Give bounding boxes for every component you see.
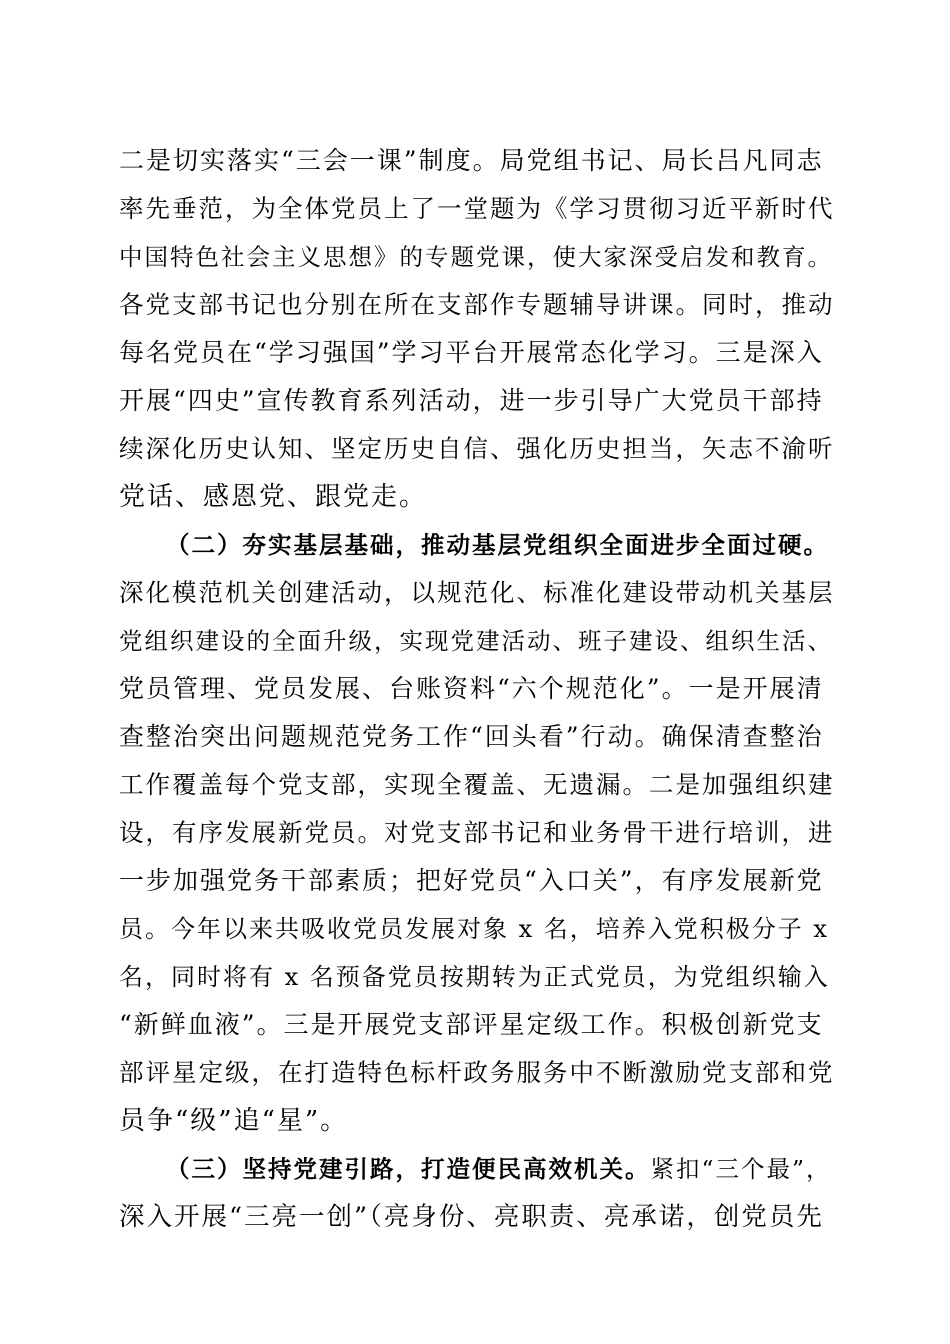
body-line: 设，有序发展新党员。对党支部书记和业务骨干进行培训，进	[119, 818, 835, 847]
body-line: 深化模范机关创建活动，以规范化、标准化建设带动机关基层	[119, 578, 835, 607]
body-text: 紧扣“三个最”，	[650, 1155, 832, 1183]
body-line: 二是切实落实“三会一课”制度。局党组书记、局长吕凡同志	[119, 146, 824, 175]
body-line: 员。今年以来共吸收党员发展对象 x 名，培养入党积极分子 x	[119, 915, 829, 943]
body-line: 党组织建设的全面升级，实现党建活动、班子建设、组织生活、	[119, 627, 833, 655]
section-heading-2: （二）夯实基层基础，推动基层党组织全面进步全面过硬。	[166, 531, 829, 559]
body-line: 员争“级”追“星”。	[119, 1106, 349, 1136]
body-line: “新鲜血液”。三是开展党支部评星定级工作。积极创新党支	[119, 1010, 824, 1039]
body-line: 开展“四史”宣传教育系列活动，进一步引导广大党员干部持	[119, 386, 824, 415]
section-3-first-line	[166, 1151, 836, 1187]
body-line: 续深化历史认知、坚定历史自信、强化历史担当，矢志不渝听	[119, 434, 835, 463]
body-line: 部评星定级，在打造特色标杆政务服务中不断激励党支部和党	[119, 1058, 835, 1087]
body-line: 党员管理、党员发展、台账资料“六个规范化”。一是开展清	[119, 674, 824, 703]
body-line: 深入开展“三亮一创”（亮身份、亮职责、亮承诺，创党员先	[119, 1202, 824, 1232]
body-line: 各党支部书记也分别在所在支部作专题辅导讲课。同时，推动	[119, 290, 835, 319]
body-line: 查整治突出问题规范党务工作“回头看”行动。确保清查整治	[119, 722, 824, 751]
body-line: 党话、感恩党、跟党走。	[119, 482, 428, 512]
body-line: 率先垂范，为全体党员上了一堂题为《学习贯彻习近平新时代	[119, 194, 835, 223]
body-line: 名，同时将有 x 名预备党员按期转为正式党员，为党组织输入	[119, 963, 830, 991]
body-line: 中国特色社会主义思想》的专题党课，使大家深受启发和教育。	[119, 243, 833, 271]
section-heading-3: （三）坚持党建引路，打造便民高效机关。	[166, 1155, 651, 1183]
body-line: 工作覆盖每个党支部，实现全覆盖、无遗漏。二是加强组织建	[119, 770, 835, 799]
body-line: 一步加强党务干部素质；把好党员“入口关”，有序发展新党	[119, 866, 824, 895]
body-line: 每名党员在“学习强国”学习平台开展常态化学习。三是深入	[119, 338, 824, 367]
